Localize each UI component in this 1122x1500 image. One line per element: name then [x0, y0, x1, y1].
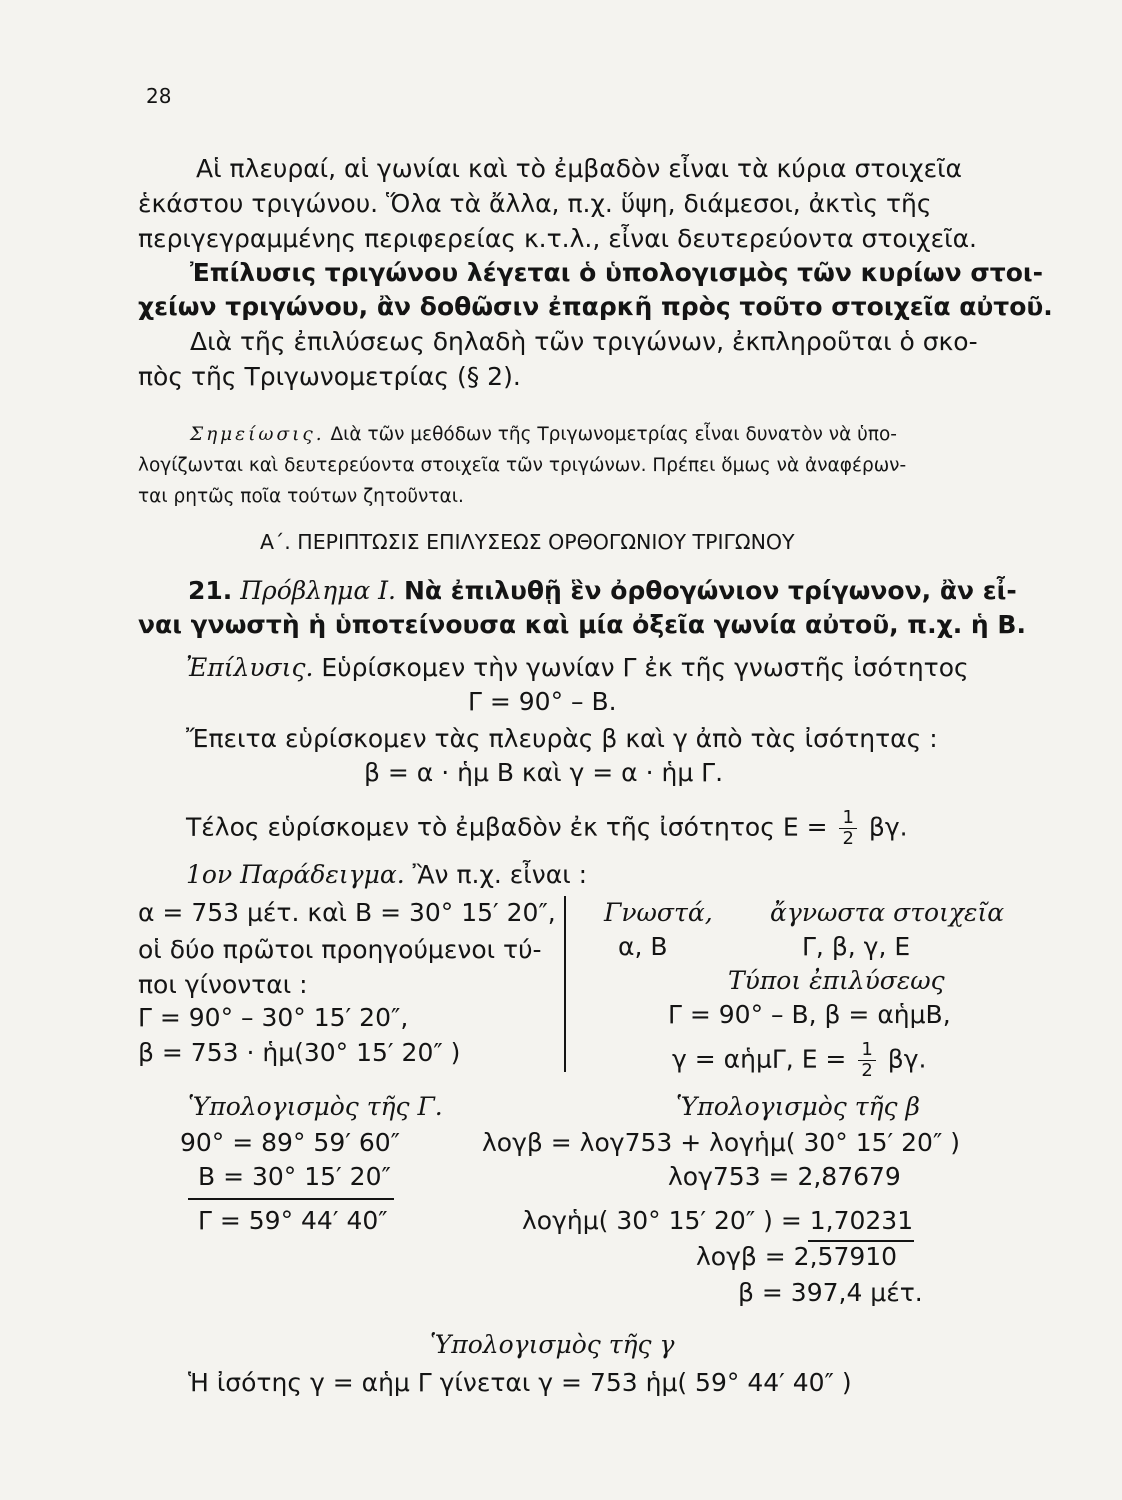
- note-line-1: [190, 424, 897, 445]
- note-line-2: λογίζωνται καὶ δευτερεύοντα στοιχεῖα τῶν τριγώνων. Πρέπει ὅμως νὰ ἀναφέρων-: [138, 455, 907, 476]
- formula-fraction-denominator: 2: [861, 1060, 873, 1081]
- calc-gamma-row-2: Β = 30° 15′ 20″: [198, 1162, 391, 1191]
- calc-beta-row-3: λογἡμ( 30° 15′ 20″ ) = 1,70231: [522, 1206, 914, 1235]
- problem-line-2: ναι γνωστὴ ἡ ὑποτείνουσα καὶ μία ὀξεῖα γωνία αὐτοῦ, π.χ. ἡ Β.: [138, 610, 1026, 639]
- formula-2: [672, 1040, 926, 1081]
- note-line-3: ται ρητῶς ποῖα τούτων ζητοῦνται.: [138, 486, 464, 507]
- calc-c-title: Ὑπολογισμὸς τῆς γ: [430, 1330, 675, 1359]
- intro-line-1: Αἱ πλευραί, αἱ γωνίαι καὶ τὸ ἐμβαδὸν εἶναι τὰ κύρια στοιχεῖα: [196, 154, 963, 183]
- solution-line-1: [186, 653, 969, 682]
- solution-eq-2: β = α · ἡμ Β καὶ γ = α · ἡμ Γ.: [364, 758, 724, 787]
- known-values: α, Β: [618, 932, 668, 961]
- calc-gamma-title: Ὑπολογισμὸς τῆς Γ.: [188, 1092, 443, 1121]
- calc-beta-title: Ὑπολογισμὸς τῆς β: [676, 1092, 920, 1121]
- section-heading: Α΄. ΠΕΡΙΠΤΩΣΙΣ ΕΠΙΛΥΣΕΩΣ ΟΡΘΟΓΩΝΙΟΥ ΤΡΙΓΩΝΟΥ: [260, 530, 795, 554]
- problem-number: 21.: [188, 576, 233, 605]
- solution-text-3-end: βγ.: [868, 812, 908, 842]
- definition-line-2: χείων τριγώνου, ἂν δοθῶσιν ἐπαρκῆ πρὸς τοῦτο στοιχεῖα αὐτοῦ.: [138, 292, 1053, 321]
- solution-line-3: [186, 808, 908, 849]
- note-label: Σημείωσις.: [190, 424, 325, 445]
- problem-line-1: [188, 576, 1017, 605]
- formula-fraction: [858, 1040, 875, 1081]
- calc-beta-row-1: λογβ = λογ753 + λογἡμ( 30° 15′ 20″ ): [482, 1128, 961, 1157]
- calc-beta-row-5: β = 397,4 μέτ.: [738, 1278, 923, 1307]
- fraction-numerator: 1: [839, 808, 856, 829]
- example-title-line: [186, 860, 587, 889]
- problem-text-1: Νὰ ἐπιλυθῇ ἓν ὀρθογώνιον τρίγωνον, ἂν εἶ-: [403, 576, 1017, 605]
- formula-1: Γ = 90° – Β, β = αἡμΒ,: [668, 1000, 951, 1029]
- calc-gamma-row-1: 90° = 89° 59′ 60″: [180, 1128, 400, 1157]
- example-left-4: Γ = 90° – 30° 15′ 20″,: [138, 1003, 409, 1032]
- solution-text-3: Τέλος εὑρίσκομεν τὸ ἐμβαδὸν ἐκ τῆς ἰσότητος Ε =: [186, 812, 828, 842]
- solution-line-2: Ἔπειτα εὑρίσκομεν τὰς πλευρὰς β καὶ γ ἀπὸ τὰς ἰσότητας :: [186, 724, 938, 753]
- formula-2-text: γ = αἡμΓ, Ε =: [672, 1044, 847, 1074]
- known-header: Γνωστά,: [604, 898, 713, 927]
- unknown-values: Γ, β, γ, Ε: [802, 932, 911, 961]
- calc-c-line: Ἡ ἰσότης γ = αἡμ Γ γίνεται γ = 753 ἡμ( 59° 44′ 40″ ): [188, 1368, 852, 1397]
- example-left-3: ποι γίνονται :: [138, 970, 308, 999]
- example-divider: [564, 896, 566, 1072]
- formulas-header: Τύποι ἐπιλύσεως: [728, 966, 945, 995]
- calc-gamma-result: Γ = 59° 44′ 40″: [198, 1206, 388, 1235]
- intro-line-2: ἑκάστου τριγώνου. Ὅλα τὰ ἄλλα, π.χ. ὕψη, διάμεσοι, ἀκτὶς τῆς: [138, 189, 932, 218]
- note-text-1: Διὰ τῶν μεθόδων τῆς Τριγωνομετρίας εἶναι δυνατὸν νὰ ὑπο-: [330, 424, 897, 445]
- example-left-5: β = 753 · ἡμ(30° 15′ 20″ ): [138, 1038, 461, 1067]
- example-title: 1ον Παράδειγμα.: [186, 860, 405, 889]
- solution-text-1: Εὑρίσκομεν τὴν γωνίαν Γ ἐκ τῆς γνωστῆς ἰσότητος: [321, 653, 969, 682]
- example-intro: Ἂν π.χ. εἶναι :: [412, 860, 588, 889]
- example-left-1: α = 753 μέτ. καὶ Β = 30° 15′ 20″,: [138, 898, 556, 927]
- unknown-header: ἄγνωστα στοιχεῖα: [770, 898, 1005, 927]
- example-left-2: οἱ δύο πρῶτοι προηγούμενοι τύ-: [138, 935, 542, 964]
- purpose-line-2: πὸς τῆς Τριγωνομετρίας (§ 2).: [138, 362, 521, 391]
- formula-2-end: βγ.: [887, 1044, 927, 1074]
- solution-label: Ἐπίλυσις.: [186, 653, 314, 682]
- solution-eq-1: Γ = 90° – Β.: [468, 687, 617, 716]
- intro-line-3: περιγεγραμμένης περιφερείας κ.τ.λ., εἶναι δευτερεύοντα στοιχεῖα.: [138, 224, 977, 253]
- purpose-line-1: Διὰ τῆς ἐπιλύσεως δηλαδὴ τῶν τριγώνων, ἐκπληροῦται ὁ σκο-: [190, 327, 978, 356]
- calc-gamma-rule: [188, 1198, 394, 1200]
- problem-label: Πρόβλημα Ι.: [240, 576, 396, 605]
- formula-fraction-numerator: 1: [858, 1040, 875, 1061]
- calc-beta-row-4: λογβ = 2,57910: [696, 1242, 898, 1271]
- area-fraction: [839, 808, 856, 849]
- definition-line-1: Ἐπίλυσις τριγώνου λέγεται ὁ ὑπολογισμὸς τῶν κυρίων στοι-: [190, 258, 1044, 287]
- fraction-denominator: 2: [842, 828, 854, 849]
- calc-beta-row-2: λογ753 = 2,87679: [668, 1162, 901, 1191]
- page-number: 28: [146, 84, 172, 108]
